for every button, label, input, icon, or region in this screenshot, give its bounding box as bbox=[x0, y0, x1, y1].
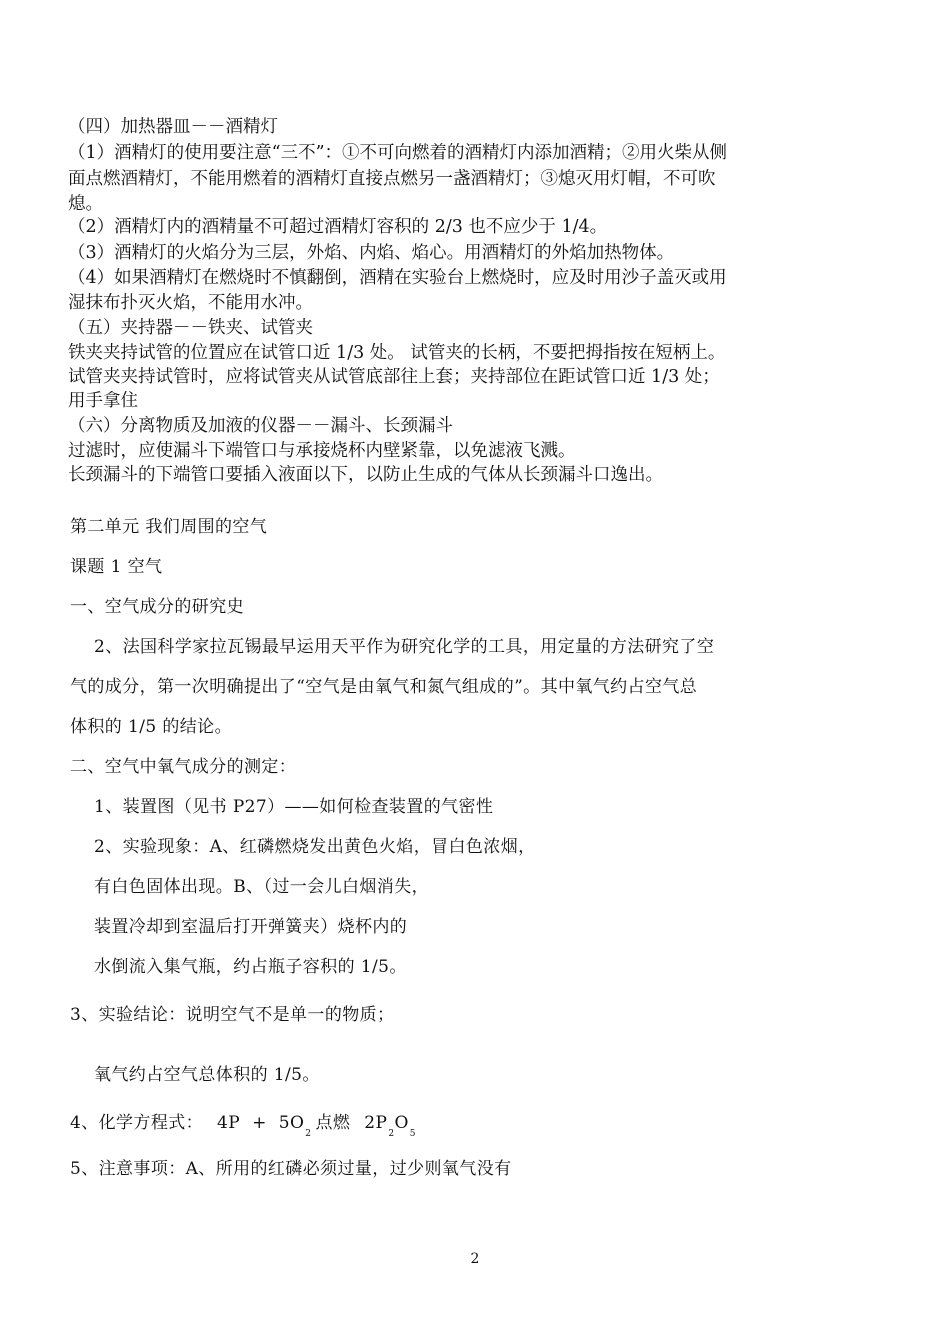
subscript: 2 bbox=[388, 1129, 395, 1139]
subscript: 5 bbox=[409, 1129, 416, 1139]
section-title: 一、空气成分的研究史 bbox=[70, 597, 244, 617]
text-line: （五）夹持器－－铁夹、试管夹 bbox=[68, 318, 313, 338]
text-line: 面点燃酒精灯，不能用燃着的酒精灯直接点燃另一盏酒精灯；③熄灭用灯帽，不可吹 bbox=[68, 169, 716, 189]
unit-title: 第二单元 我们周围的空气 bbox=[70, 517, 268, 537]
list-item: 2、实验现象：A、红磷燃烧发出黄色火焰，冒白色浓烟， bbox=[94, 837, 536, 857]
section-title: 二、空气中氧气成分的测定： bbox=[70, 757, 297, 777]
chemical-equation bbox=[70, 1110, 416, 1147]
product-oxygen: O bbox=[394, 1113, 409, 1133]
text-line: 铁夹夹持试管的位置应在试管口近 1/3 处。 试管夹的长柄，不要把拇指按在短柄上。 bbox=[68, 343, 726, 363]
list-item-continuation: 装置冷却到室温后打开弹簧夹）烧杯内的 bbox=[94, 917, 408, 937]
text-line: 试管夹夹持试管时，应将试管夹从试管底部往上套；夹持部位在距试管口近 1/3 处； bbox=[68, 367, 720, 387]
text-line: 过滤时，应使漏斗下端管口与承接烧杯内壁紧靠，以免滤液飞溅。 bbox=[68, 441, 576, 461]
text-line: 熄。 bbox=[68, 194, 103, 214]
product-formula: 2P bbox=[364, 1113, 388, 1133]
text-line: （六）分离物质及加液的仪器－－漏斗、长颈漏斗 bbox=[68, 416, 453, 436]
text-line: （4）如果酒精灯在燃烧时不慎翻倒，酒精在实验台上燃烧时，应及时用沙子盖灭或用 bbox=[68, 268, 727, 288]
list-item: 1、装置图（见书 P27）——如何检查装置的气密性 bbox=[94, 797, 494, 817]
text-line: 长颈漏斗的下端管口要插入液面以下，以防止生成的气体从长颈漏斗口逸出。 bbox=[68, 465, 663, 485]
text-line: （3）酒精灯的火焰分为三层，外焰、内焰、焰心。用酒精灯的外焰加热物体。 bbox=[68, 243, 675, 263]
reactant-phosphorus: 4P bbox=[217, 1113, 241, 1133]
text-line: （1）酒精灯的使用要注意“三不”：①不可向燃着的酒精灯内添加酒精；②用火柴从侧 bbox=[68, 143, 728, 163]
list-item: 3、实验结论：说明空气不是单一的物质； bbox=[70, 1005, 395, 1025]
paragraph-line: 气的成分，第一次明确提出了“空气是由氧气和氮气组成的”。其中氧气约占空气总 bbox=[70, 677, 698, 697]
list-item-continuation: 水倒流入集气瓶，约占瓶子容积的 1/5。 bbox=[94, 957, 407, 977]
list-item: 5、注意事项：A、所用的红磷必须过量，过少则氧气没有 bbox=[70, 1159, 512, 1179]
paragraph-line: 2、法国科学家拉瓦锡最早运用天平作为研究化学的工具，用定量的方法研究了空 bbox=[94, 637, 715, 657]
page-number: 2 bbox=[470, 1251, 480, 1267]
reaction-condition: 点燃 bbox=[315, 1113, 351, 1133]
paragraph-line: 体积的 1/5 的结论。 bbox=[70, 717, 232, 737]
text-line: （2）酒精灯内的酒精量不可超过酒精灯容积的 2/3 也不应少于 1/4。 bbox=[68, 217, 608, 237]
text-line: 湿抹布扑灭火焰，不能用水冲。 bbox=[68, 293, 313, 313]
equation-label: 4、化学方程式： bbox=[70, 1113, 204, 1133]
list-item-continuation: 氧气约占空气总体积的 1/5。 bbox=[94, 1065, 320, 1085]
text-line: （四）加热器皿－－酒精灯 bbox=[68, 117, 278, 137]
list-item-continuation: 有白色固体出现。B、（过一会儿白烟消失， bbox=[94, 877, 429, 897]
text-line: 用手拿住 bbox=[68, 391, 138, 411]
subscript: 2 bbox=[305, 1129, 312, 1139]
reactant-oxygen: 5O bbox=[278, 1113, 305, 1133]
plus-sign: + bbox=[252, 1113, 267, 1133]
lesson-title: 课题 1 空气 bbox=[70, 557, 163, 577]
